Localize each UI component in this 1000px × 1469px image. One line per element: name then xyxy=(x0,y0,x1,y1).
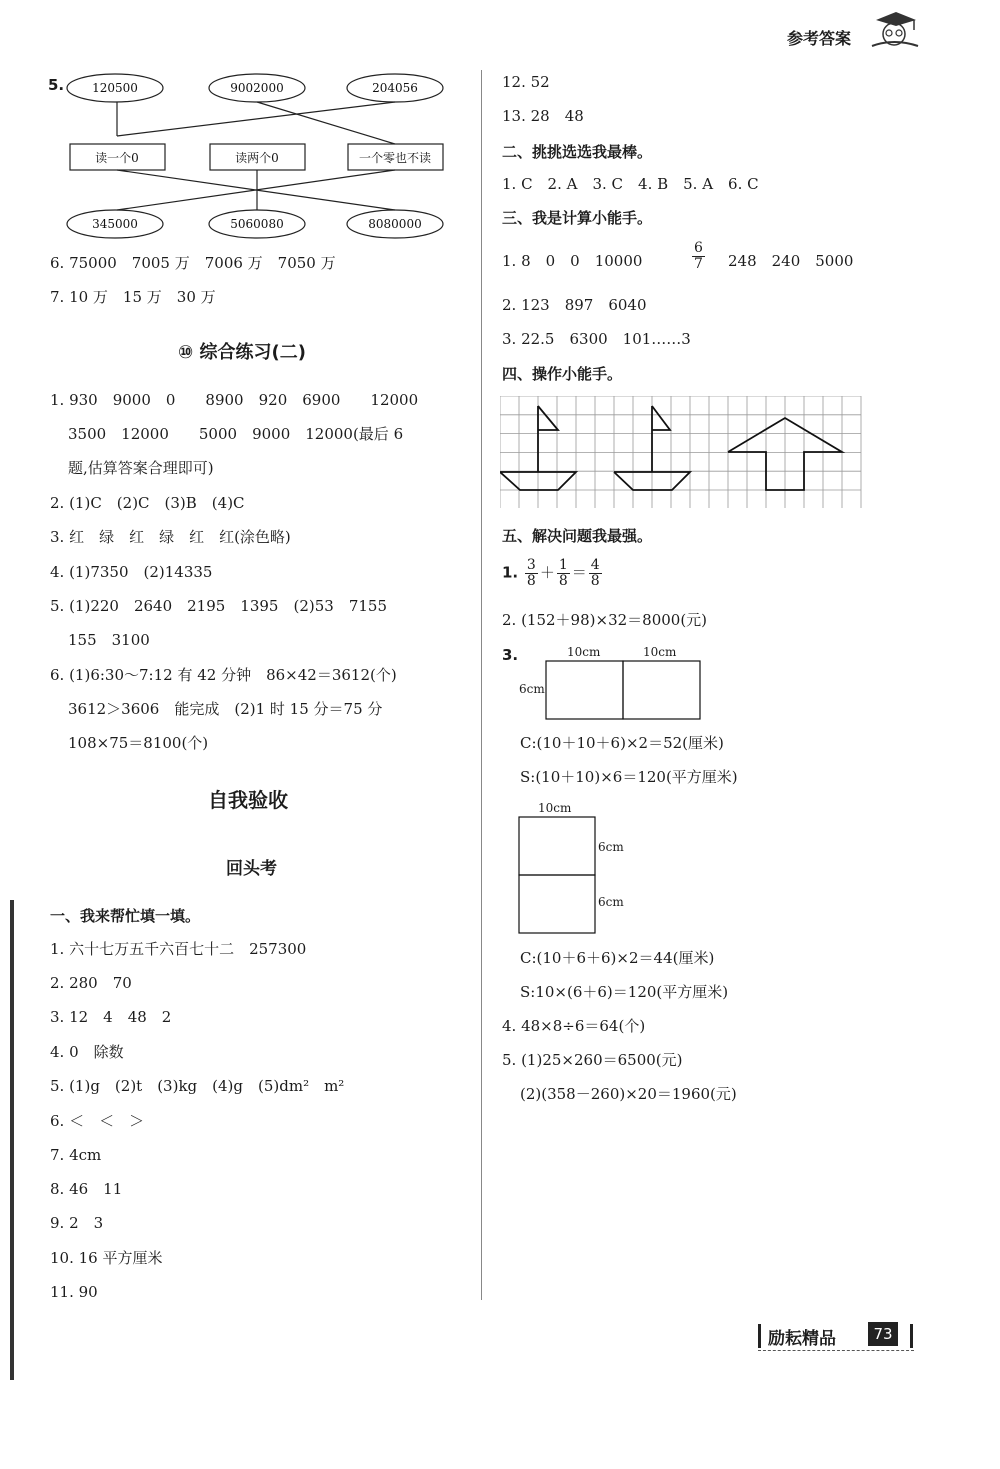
part3-line1-rest: 248 240 5000 xyxy=(728,252,854,270)
r13-answer: 13. 28 48 xyxy=(502,107,584,125)
column-divider xyxy=(481,70,482,1300)
fig2-rectangles xyxy=(518,816,598,936)
review-title: 回头考 xyxy=(226,859,277,879)
s10-line: 3. 红 绿 红 绿 红 红(涂色略) xyxy=(50,528,291,546)
part1-line: 3. 12 4 48 2 xyxy=(50,1008,172,1026)
s10-line: 108×75＝8100(个) xyxy=(68,734,209,752)
fig1-height: 6cm xyxy=(519,682,545,696)
q7-answer: 7. 10 万 15 万 30 万 xyxy=(50,288,216,306)
part1-line: 1. 六十七万五千六百七十二 257300 xyxy=(50,940,307,958)
p5-5a-answer: 5. (1)25×260＝6500(元) xyxy=(502,1051,683,1069)
fig1-rectangles xyxy=(545,660,703,722)
part1-line: 6. ＜ ＜ ＞ xyxy=(50,1112,145,1130)
fig2-height-top: 6cm xyxy=(598,840,624,854)
q5-bot-0: 345000 xyxy=(92,217,138,231)
q5-top-2: 204056 xyxy=(372,81,418,95)
fig2-width: 10cm xyxy=(538,801,572,815)
p5-1-equation: 1. $\frac{3}{8}$ ＋ $\frac{1}{8}$ ＝ $\frac{4}{8}$ xyxy=(502,557,600,589)
part3-line1: 1. 8 0 0 10000 xyxy=(502,252,643,270)
q5-label: 5. xyxy=(48,76,65,94)
s10-line: 1. 930 9000 0 8900 920 6900 12000 xyxy=(50,391,419,409)
p5-3-s2: S:10×(6＋6)＝120(平方厘米) xyxy=(520,983,729,1001)
part3-heading: 三、我是计算小能手。 xyxy=(502,209,653,227)
r12-answer: 12. 52 xyxy=(502,73,550,91)
p5-3-c1: C:(10＋10＋6)×2＝52(厘米) xyxy=(520,734,724,752)
student-mascot-icon xyxy=(868,8,920,50)
q5-mid-2: 一个零也不读 xyxy=(358,151,432,165)
operation-grid xyxy=(500,396,874,508)
part3-line2: 2. 123 897 6040 xyxy=(502,296,647,314)
part1-line: 4. 0 除数 xyxy=(50,1043,124,1061)
q5-bot-2: 8080000 xyxy=(368,217,422,231)
q5-mid-1: 读两个0 xyxy=(235,151,279,165)
s10-line: 155 3100 xyxy=(68,631,150,649)
self-check-title: 自我验收 xyxy=(208,788,288,812)
part3-fraction: $\frac{6}{7}$ xyxy=(694,240,703,272)
q5-matching-diagram xyxy=(60,70,460,240)
q6-answer: 6. 75000 7005 万 7006 万 7050 万 xyxy=(50,254,336,272)
p5-2-answer: 2. (152＋98)×32＝8000(元) xyxy=(502,611,708,629)
part1-line: 11. 90 xyxy=(50,1283,98,1301)
section10-title: ⑩ 综合练习(二) xyxy=(178,342,306,363)
part4-heading: 四、操作小能手。 xyxy=(502,365,623,383)
part5-heading: 五、解决问题我最强。 xyxy=(502,527,653,545)
q5-bot-1: 5060080 xyxy=(230,217,284,231)
footer-brand: 励耘精品 xyxy=(768,1329,836,1349)
header-title: 参考答案 xyxy=(787,29,852,48)
s10-line: 3612＞3606 能完成 (2)1 时 15 分＝75 分 xyxy=(68,700,383,718)
part3-line3: 3. 22.5 6300 101……3 xyxy=(502,330,691,348)
q5-top-0: 120500 xyxy=(92,81,138,95)
part1-line: 10. 16 平方厘米 xyxy=(50,1249,163,1267)
q5-top-1: 9002000 xyxy=(230,81,284,95)
page-number: 73 xyxy=(868,1322,898,1346)
p5-3-s1: S:(10＋10)×6＝120(平方厘米) xyxy=(520,768,738,786)
scan-edge-shadow xyxy=(10,900,14,1380)
p5-5b-answer: (2)(358－260)×20＝1960(元) xyxy=(520,1085,737,1103)
p5-3-label: 3. xyxy=(502,646,519,664)
s10-line: 3500 12000 5000 9000 12000(最后 6 xyxy=(68,425,404,443)
s10-line: 5. (1)220 2640 2195 1395 (2)53 7155 xyxy=(50,597,387,615)
part1-line: 2. 280 70 xyxy=(50,974,132,992)
fig1-width-left: 10cm xyxy=(567,645,601,659)
footer-brand-box xyxy=(758,1322,914,1352)
part2-heading: 二、挑挑选选我最棒。 xyxy=(502,143,653,161)
q5-mid-0: 读一个0 xyxy=(95,151,139,165)
part2-answers: 1. C 2. A 3. C 4. B 5. A 6. C xyxy=(502,175,759,193)
p5-4-answer: 4. 48×8÷6＝64(个) xyxy=(502,1017,646,1035)
part1-line: 5. (1)g (2)t (3)kg (4)g (5)dm² m² xyxy=(50,1077,345,1095)
fig2-height-bottom: 6cm xyxy=(598,895,624,909)
part1-heading: 一、我来帮忙填一填。 xyxy=(50,907,201,925)
s10-line: 2. (1)C (2)C (3)B (4)C xyxy=(50,494,245,512)
s10-line: 4. (1)7350 (2)14335 xyxy=(50,563,213,581)
part1-line: 7. 4cm xyxy=(50,1146,102,1164)
part1-line: 9. 2 3 xyxy=(50,1214,104,1232)
s10-line: 6. (1)6:30～7:12 有 42 分钟 86×42＝3612(个) xyxy=(50,666,397,684)
p5-3-c2: C:(10＋6＋6)×2＝44(厘米) xyxy=(520,949,715,967)
part1-line: 8. 46 11 xyxy=(50,1180,123,1198)
s10-line: 题,估算答案合理即可) xyxy=(68,459,214,477)
fig1-width-right: 10cm xyxy=(643,645,677,659)
